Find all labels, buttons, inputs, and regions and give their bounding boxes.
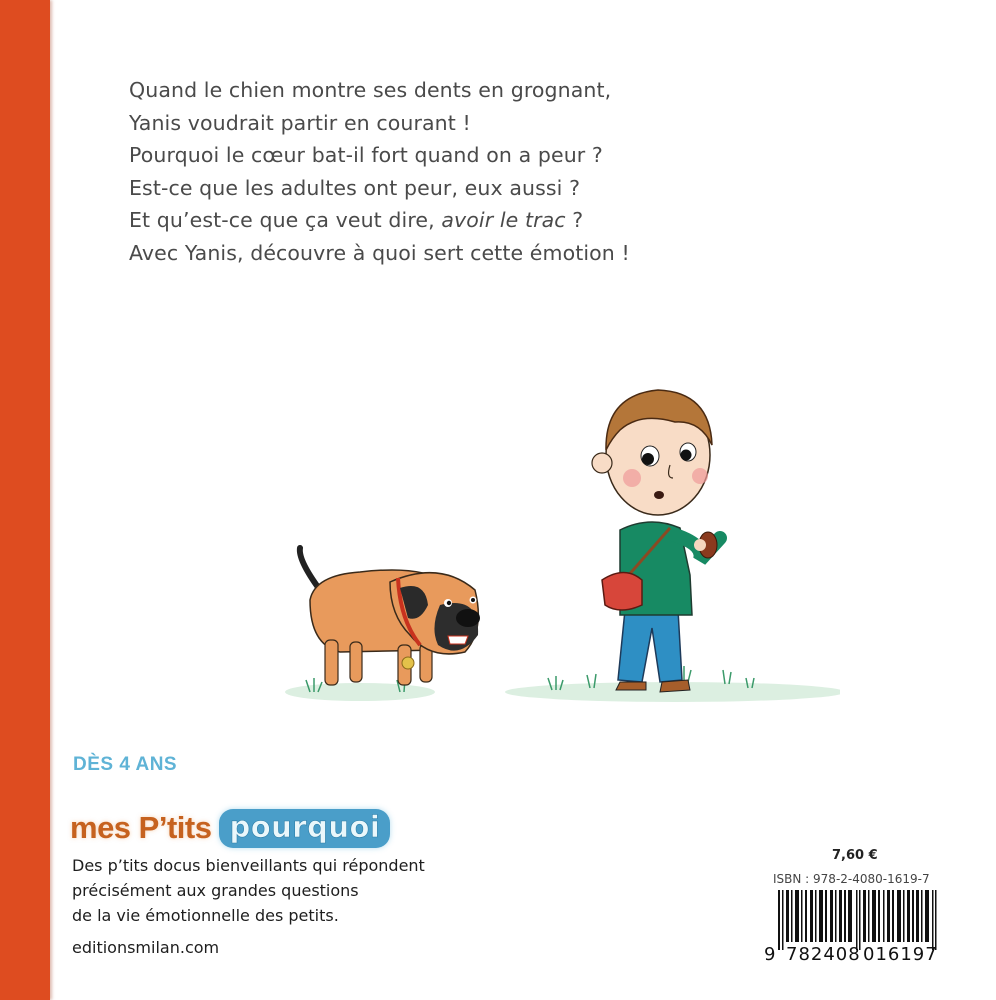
barcode-group2: 016197 (863, 944, 938, 962)
description-line: Des p’tits docus bienveillants qui répondent (72, 856, 425, 875)
back-cover-blurb (129, 74, 630, 269)
blurb-line: Pourquoi le cœur bat-il fort quand on a peur ? (129, 143, 603, 167)
blurb-line: Avec Yanis, découvre à quoi sert cette émotion ! (129, 240, 630, 265)
blurb-italic-phrase: avoir le trac (441, 208, 566, 232)
barcode-icon (764, 890, 954, 962)
blurb-line: Quand le chien montre ses dents en grognant, (129, 78, 612, 102)
illustration (280, 360, 840, 710)
publisher-website: editionsmilan.com (72, 938, 220, 957)
series-logo-part1: mes P’tits (70, 810, 212, 845)
dog-icon (300, 548, 480, 685)
book-spine (0, 0, 50, 1000)
isbn-label: ISBN : 978-2-4080-1619-7 (773, 872, 930, 886)
series-description (72, 853, 425, 928)
boy-icon (592, 390, 720, 692)
blurb-line: Yanis voudrait partir en courant ! (129, 110, 471, 135)
series-logo (70, 805, 390, 851)
blurb-line: Est-ce que les adultes ont peur, eux aussi ? (129, 175, 581, 200)
blurb-line (129, 204, 630, 237)
description-line: de la vie émotionnelle des petits. (72, 906, 339, 925)
blurb-text: ? (565, 208, 584, 232)
price-label: 7,60 € (832, 848, 878, 863)
description-line: précisément aux grandes questions (72, 881, 359, 900)
barcode-group1: 782408 (786, 944, 861, 962)
blurb-text: Et qu’est-ce que ça veut dire, (129, 208, 442, 232)
barcode-first-digit: 9 (764, 944, 776, 962)
age-label: DÈS 4 ANS (73, 754, 178, 775)
series-logo-part2: pourquoi (219, 809, 390, 848)
